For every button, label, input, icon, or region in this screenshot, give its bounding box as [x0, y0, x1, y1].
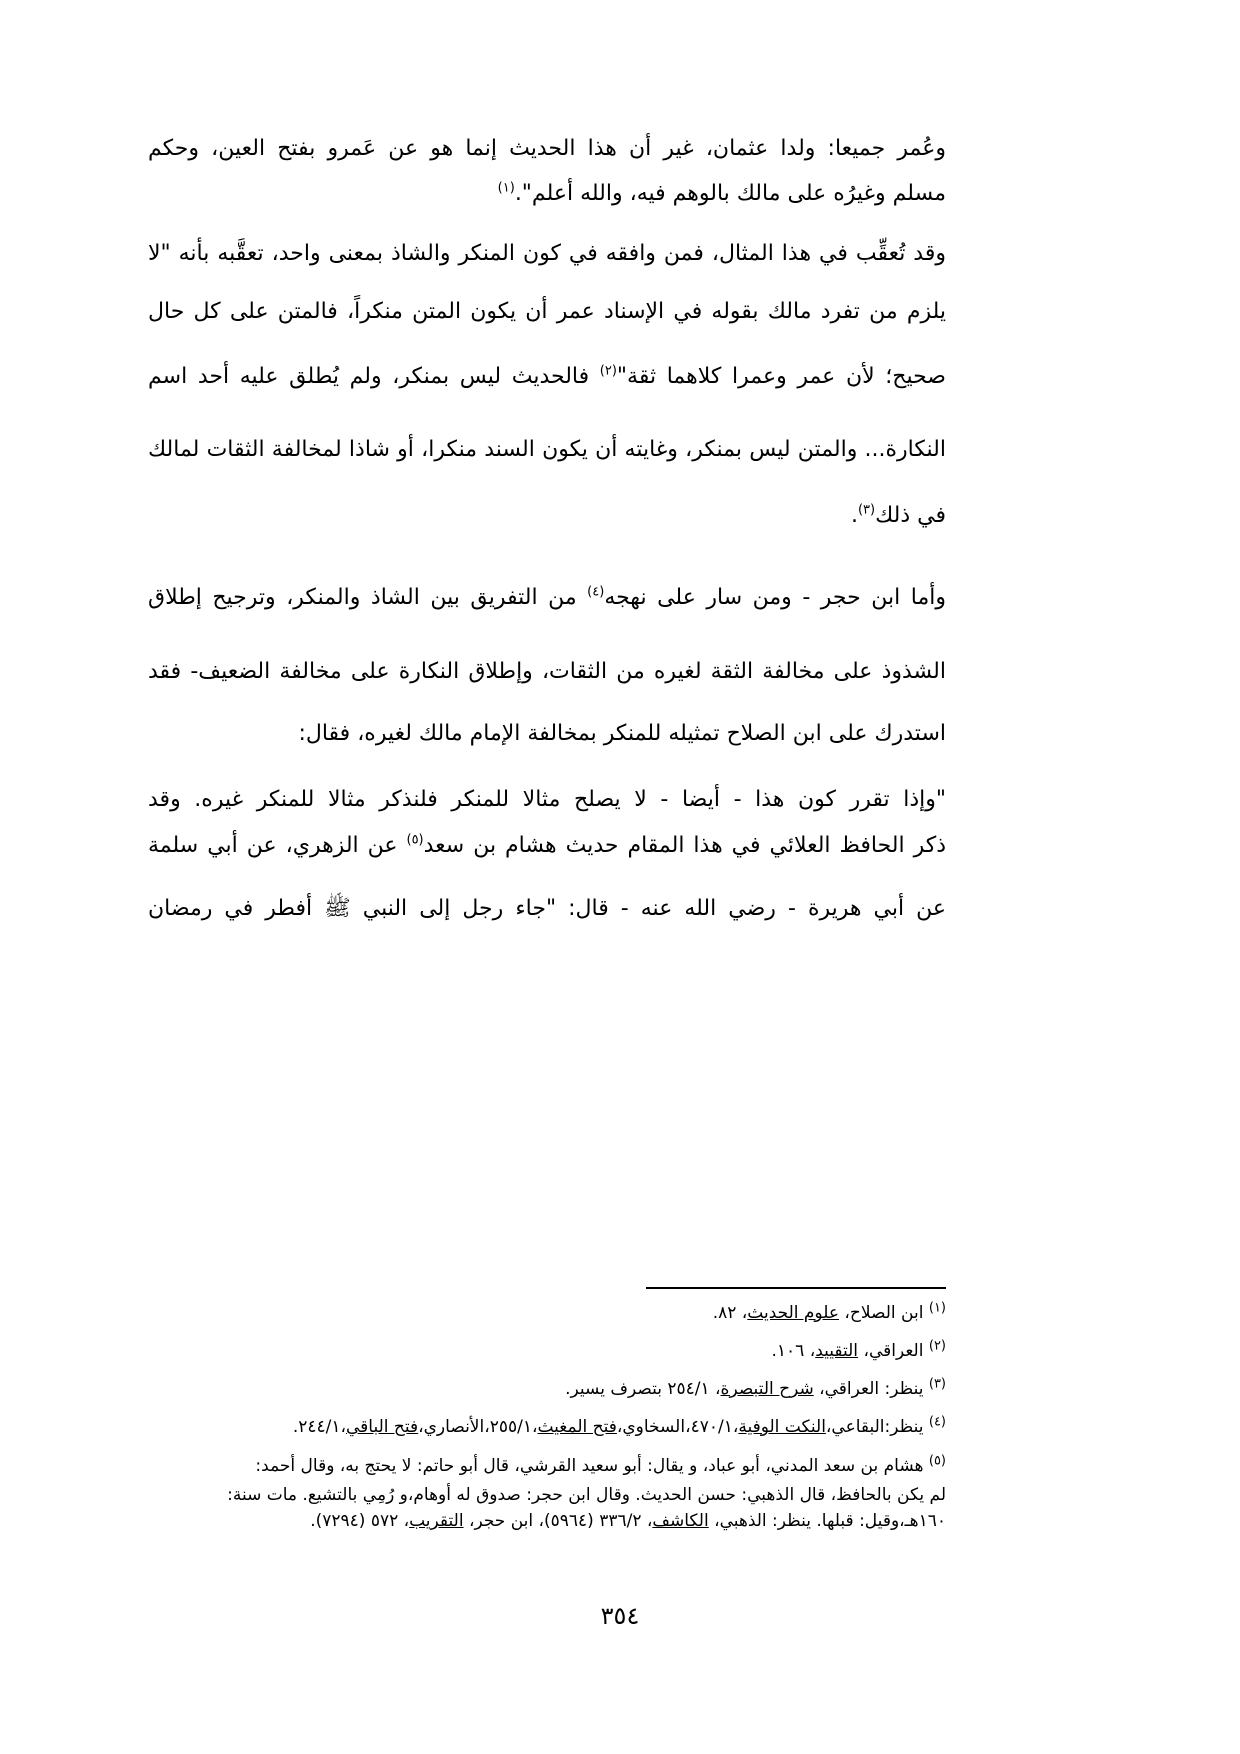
body-line-11: "وإذا تقرر كون هذا - أيضا - لا يصلح مثالا للمنكر فلنذكر مثالا للمنكر غيره. وقد	[148, 787, 946, 812]
footnote-4	[293, 1414, 946, 1440]
footnote-text: ،٢٥٥/١،الأنصاري،	[418, 1417, 538, 1437]
footnote-text: ، ٥٧٢ (٧٢٩٤).	[310, 1511, 410, 1531]
body-text: من التفريق بين الشاذ والمنكر، وترجيح إطلاق	[148, 585, 588, 610]
footnote-text: ،٤٧٠/١،السخاوي،	[616, 1417, 739, 1437]
footnote-1	[713, 1300, 946, 1326]
cited-title: التقييد	[815, 1341, 859, 1361]
body-line-4: يلزم من تفرد مالك بقوله في الإسناد عمر أن يكون المتن منكراً، فالمتن على كل حال	[148, 299, 946, 324]
body-line-13: عن أبي هريرة - رضي الله عنه - قال: "جاء رجل إلى النبي ﷺ أفطر في رمضان	[148, 896, 946, 921]
body-text: وأما ابن حجر - ومن سار على نهجه	[604, 585, 946, 610]
cited-title: فتح الباقي	[345, 1417, 419, 1437]
body-line-5	[148, 361, 946, 393]
footnote-ref-4[interactable]: (٤)	[587, 584, 605, 600]
footnote-ref-3[interactable]: (٣)	[857, 502, 876, 518]
cited-title: فتح المغيث	[537, 1417, 617, 1437]
footnote-ref-5[interactable]: (٥)	[406, 832, 424, 848]
footnote-number: (٤)	[928, 1414, 946, 1430]
body-line-6: النكارة... والمتن ليس بمنكر، وغايته أن يكون السند منكرا، أو شاذا لمخالفة الثقات لمالك	[148, 437, 946, 462]
body-line-12	[148, 830, 946, 862]
cited-title: شرح التبصرة	[720, 1379, 814, 1399]
footnote-text: ، ٣٣٦/٢ (٥٩٦٤)، ابن حجر،	[463, 1511, 653, 1531]
footnote-5-line-2: لم يكن بالحافظ، قال الذهبي: حسن الحديث. وقال ابن حجر: صدوق له أوهام،و رُمِي بالتشيع. مات سنة:	[227, 1485, 946, 1505]
footnote-number: (٣)	[928, 1376, 946, 1392]
footnote-separator	[646, 1287, 946, 1289]
footnote-text: العراقي،	[858, 1341, 929, 1361]
body-line-7	[851, 500, 946, 532]
footnote-number: (٥)	[928, 1453, 946, 1469]
footnote-ref-2[interactable]: (٢)	[599, 363, 617, 379]
footnote-text: ،٢٤٤/١.	[292, 1417, 346, 1437]
footnote-text: ، ٨٢.	[712, 1303, 748, 1323]
body-line-2	[498, 178, 946, 210]
body-text: عن الزهري، عن أبي سلمة	[148, 833, 407, 858]
body-text: صحيح؛ لأن عمر وعمرا كلاهما ثقة"	[616, 364, 946, 389]
cited-title: التقريب	[409, 1511, 464, 1531]
footnote-text: ينظر:البقاعي،	[825, 1417, 929, 1437]
page-number: ٣٥٤	[600, 1602, 640, 1630]
cited-title: علوم الحديث	[747, 1303, 839, 1323]
body-line-1: وعُمر جميعا: ولدا عثمان، غير أن هذا الحديث إنما هو عن عَمرو بفتح العين، وحكم	[148, 136, 946, 161]
cited-title: الكاشف	[652, 1511, 709, 1531]
footnote-text: ينظر: العراقي،	[813, 1379, 929, 1399]
footnote-text: هشام بن سعد المدني، أبو عباد، و يقال: أبو سعيد القرشي، قال أبو حاتم: لا يحتج به، وقال أحمد:	[255, 1456, 929, 1476]
footnote-ref-1[interactable]: (١)	[497, 180, 515, 196]
body-line-9: الشذوذ على مخالفة الثقة لغيره من الثقات، وإطلاق النكارة على مخالفة الضعيف- فقد	[148, 659, 946, 684]
body-line-10: استدرك على ابن الصلاح تمثيله للمنكر بمخالفة الإمام مالك لغيره، فقال:	[298, 721, 946, 746]
cited-title: النكت الوفية	[738, 1417, 826, 1437]
footnote-text: ، ١٠٦.	[771, 1341, 816, 1361]
body-text: في ذلك	[875, 503, 946, 528]
body-text: مسلم وغيرُه على مالك بالوهم فيه، والله أعلم".	[514, 181, 946, 206]
footnote-text: ابن الصلاح،	[839, 1303, 929, 1323]
footnote-5-line-3	[310, 1508, 946, 1534]
footnote-number: (٢)	[928, 1338, 946, 1354]
footnote-text: ١٦٠هـ،وقيل: قبلها. ينظر: الذهبي،	[708, 1511, 946, 1531]
body-text: فالحديث ليس بمنكر، ولم يُطلق عليه أحد اسم	[148, 364, 600, 389]
body-text: .	[850, 503, 858, 528]
body-line-3: وقد تُعقِّب في هذا المثال، فمن وافقه في كون المنكر والشاذ بمعنى واحد، تعقَّبه بأنه "لا	[148, 241, 946, 266]
footnote-text: ، ٢٥٤/١ بتصرف يسير.	[565, 1379, 721, 1399]
footnote-2	[772, 1338, 946, 1364]
footnote-3	[565, 1376, 946, 1402]
footnote-5	[255, 1453, 946, 1479]
body-line-8	[148, 582, 946, 614]
body-text: ذكر الحافظ العلائي في هذا المقام حديث هشام بن سعد	[423, 833, 946, 858]
footnote-number: (١)	[928, 1300, 946, 1316]
